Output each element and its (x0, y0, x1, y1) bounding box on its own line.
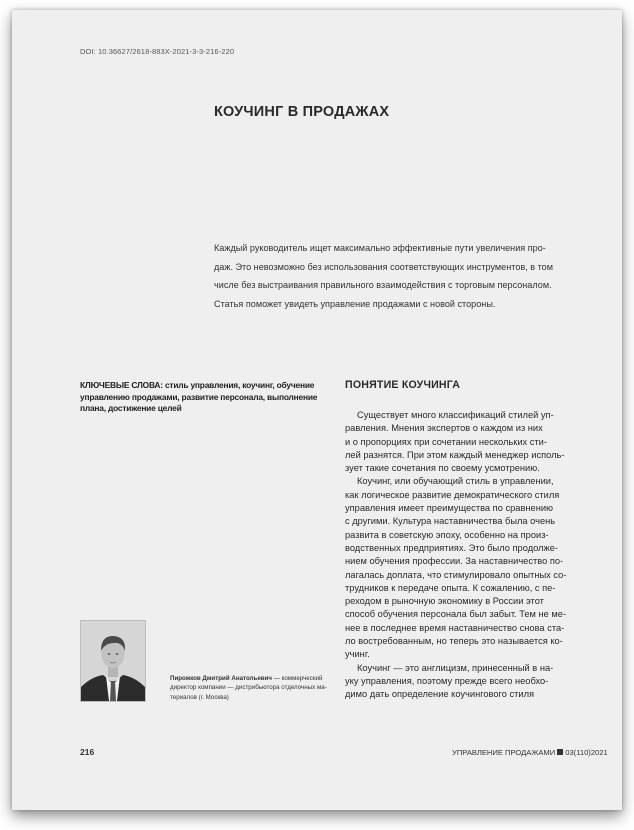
body-line: лей разнятся. При этом каждый менеджер исполь- (345, 449, 565, 460)
body-line: трудников к передаче опыта. К сожалению, с пе- (345, 582, 556, 593)
author-caption (170, 674, 330, 702)
square-separator-icon (557, 749, 563, 755)
section-heading: ПОНЯТИЕ КОУЧИНГА (345, 379, 461, 391)
author-role: — коммерческий (271, 675, 323, 682)
journal-footer (452, 748, 608, 757)
journal-issue: 03(110)2021 (565, 748, 608, 757)
body-line: Коучинг, или обучающий стиль в управлении, (357, 476, 554, 487)
keywords-line: управлению продажами, развитие персонала, выполнение (80, 391, 318, 402)
body-line: равления. Мнения экспертов о каждом из них (345, 423, 543, 434)
body-line: нее в последнее время наставничество снова ста- (345, 622, 565, 633)
body-line: водственных предприятиях. Это было продолже- (345, 542, 558, 553)
body-line: учинг. (345, 649, 370, 660)
abstract-line: числе без выстраивания правильного взаимодействия с торговым персоналом. (214, 280, 552, 291)
body-line: уку управления, поэтому прежде всего необхо- (345, 675, 549, 686)
keywords-line: КЛЮЧЕВЫЕ СЛОВА: стиль управления, коучинг, обучение (80, 380, 315, 390)
body-line: зует такие сочетания по своему усмотрению. (345, 463, 540, 474)
author-photo-image (81, 621, 145, 701)
body-line: развита в советскую эпоху, особенно на произ- (345, 529, 549, 540)
doi: DOI: 10.36627/2618-883X-2021-3-3-216-220 (80, 47, 235, 56)
author-photo (80, 620, 146, 702)
author-role-line: директор компании — дистрибьютора отделочных ма- (170, 684, 327, 692)
body-line: нием обучения профессии. За наставничество по- (345, 556, 564, 567)
body-line: Коучинг — это англицизм, принесенный в на- (357, 662, 554, 673)
body-line: управления имеет преимущества по сравнению (345, 503, 553, 514)
body-line: Существует много классификаций стилей уп- (357, 410, 554, 420)
keywords-line: плана, достижение целей (80, 403, 182, 414)
abstract-line: даж. Это невозможно без использования соответствующих инструментов, в том (214, 261, 553, 272)
body-line: реходом в рыночную экономику в России этот (345, 596, 544, 607)
author-name: Пирожков Дмитрий Анатольевич (170, 675, 272, 682)
body-line: и о пропорциях при сочетании нескольких сти- (345, 436, 547, 447)
journal-page (12, 10, 622, 810)
body-line: ло востребованным, но теперь это называется ко- (345, 636, 563, 647)
body-line: способ обучения персонала был забыт. Тем не ме- (345, 609, 567, 620)
body-line: с другими. Культура наставничества была очень (345, 516, 556, 527)
page-number: 216 (80, 747, 95, 757)
abstract (214, 239, 588, 313)
journal-name: УПРАВЛЕНИЕ ПРОДАЖАМИ (452, 748, 556, 757)
abstract-line: Каждый руководитель ищет максимально эффективные пути увеличения про- (214, 243, 546, 253)
body-line: димо дать определение коучингового стиля (345, 689, 535, 700)
abstract-line: Статья поможет увидеть управление продажами с новой стороны. (214, 298, 496, 309)
author-role-line: териалов (г. Москва) (170, 693, 229, 701)
keywords (80, 380, 330, 415)
article-title: КОУЧИНГ В ПРОДАЖАХ (214, 104, 390, 120)
body-line: как логическое развитие демократического стиля (345, 489, 560, 500)
body-text (345, 409, 590, 702)
body-line: лагалась доплата, что стимулировало опытных со- (345, 569, 567, 580)
